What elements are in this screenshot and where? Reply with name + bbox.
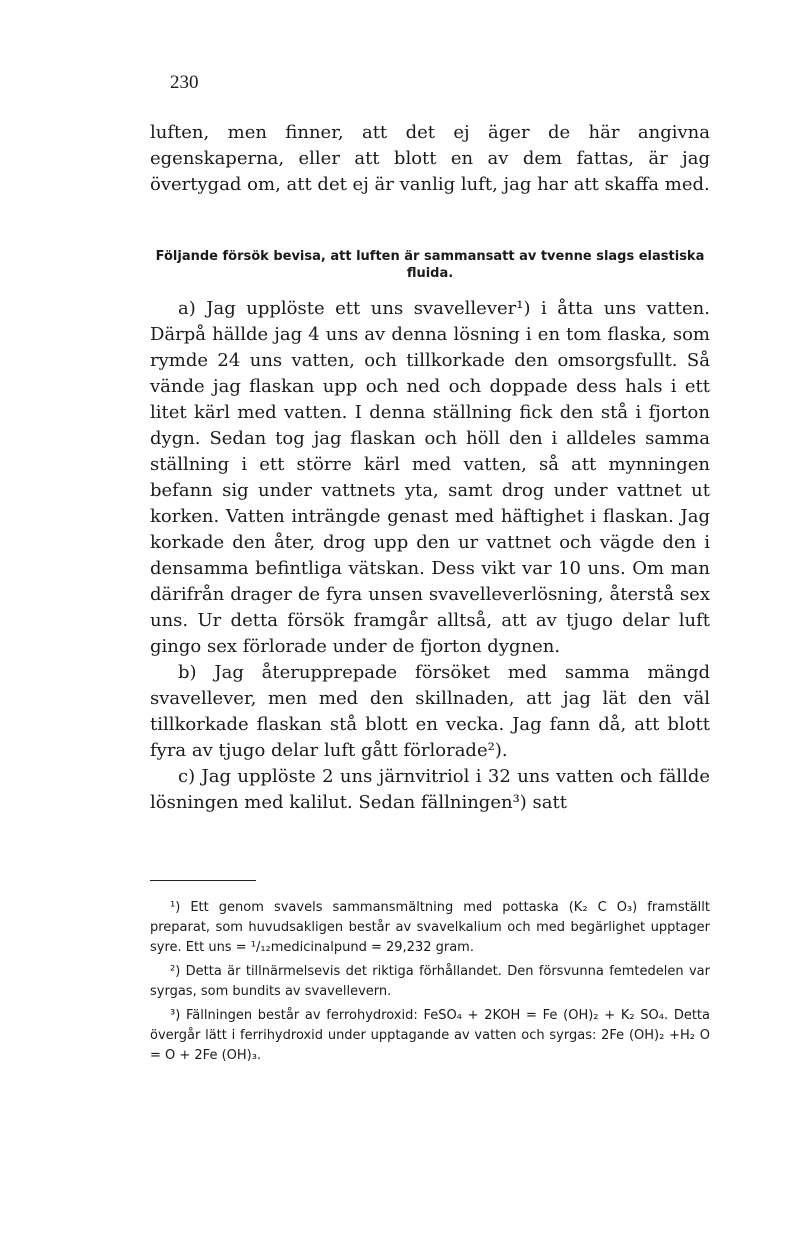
section-heading: Följande försök bevisa, att luften är sammansatt av tvenne slags elastiska fluida.	[155, 249, 705, 281]
intro-paragraph: luften, men finner, att det ej äger de här angivna egenskaperna, eller att blott en av dem fattas, är jag övertygad om, att det ej är vanlig luft, jag har att skaffa med.	[150, 122, 710, 195]
paragraph-a: a) Jag upplöste ett uns svavellever¹) i åtta uns vatten. Därpå hällde jag 4 uns av denna lösning i en tom flaska, som rymde 24 uns vatten, och tillkorkade den omsorgsfullt. Så vände jag flaskan upp och ned och doppade dess hals i ett litet kärl med vatten. I denna ställning fick den stå i fjorton dygn. Sedan tog jag flaskan och höll den i alldeles samma ställning i ett större kärl med vatten, så att mynningen befann sig under vattnets yta, samt drog under vattnet ut korken. Vatten inträngde genast med häftighet i flaskan. Jag korkade den åter, drog upp den ur vattnet och vägde den i densamma befintliga vätskan. Dess vikt var 10 uns. Om man därifrån drager de fyra unsen svavelleverlösning, återstå sex uns. Ur detta försök framgår alltså, att av tjugo delar luft gingo sex förlorade under de fjorton dygnen.	[150, 298, 710, 657]
footnotes	[150, 898, 710, 1070]
footnote-divider	[150, 880, 256, 881]
footnote-2: ²) Detta är tillnärmelsevis det riktiga förhållandet. Den försvunna femtedelen var syrgas, som bundits av svavellevern.	[150, 964, 710, 999]
paragraph-b: b) Jag återupprepade försöket med samma mängd svavellever, men med den skillnaden, att jag lät den väl tillkorkade flaskan stå blott en vecka. Jag fann då, att blott fyra av tjugo delar luft gått förlorade²).	[150, 662, 710, 761]
footnote-1: ¹) Ett genom svavels sammansmältning med pottaska (K₂ C O₃) framställt preparat, som huvudsakligen består av svavelkalium och med begärlighet upptager syre. Ett uns = ¹/₁₂medicinalpund = 29,232 gram.	[150, 900, 710, 955]
page-number: 230	[170, 72, 199, 93]
paragraph-c: c) Jag upplöste 2 uns järnvitriol i 32 uns vatten och fällde lösningen med kalilut. Sedan fällningen³) satt	[150, 766, 710, 813]
footnote-3: ³) Fällningen består av ferrohydroxid: FeSO₄ + 2KOH = Fe (OH)₂ + K₂ SO₄. Detta övergår lätt i ferrihydroxid under upptagande av vatten och syrgas: 2Fe (OH)₂ +H₂ O = O + 2Fe (OH)₃.	[150, 1008, 710, 1063]
main-text	[150, 296, 710, 816]
